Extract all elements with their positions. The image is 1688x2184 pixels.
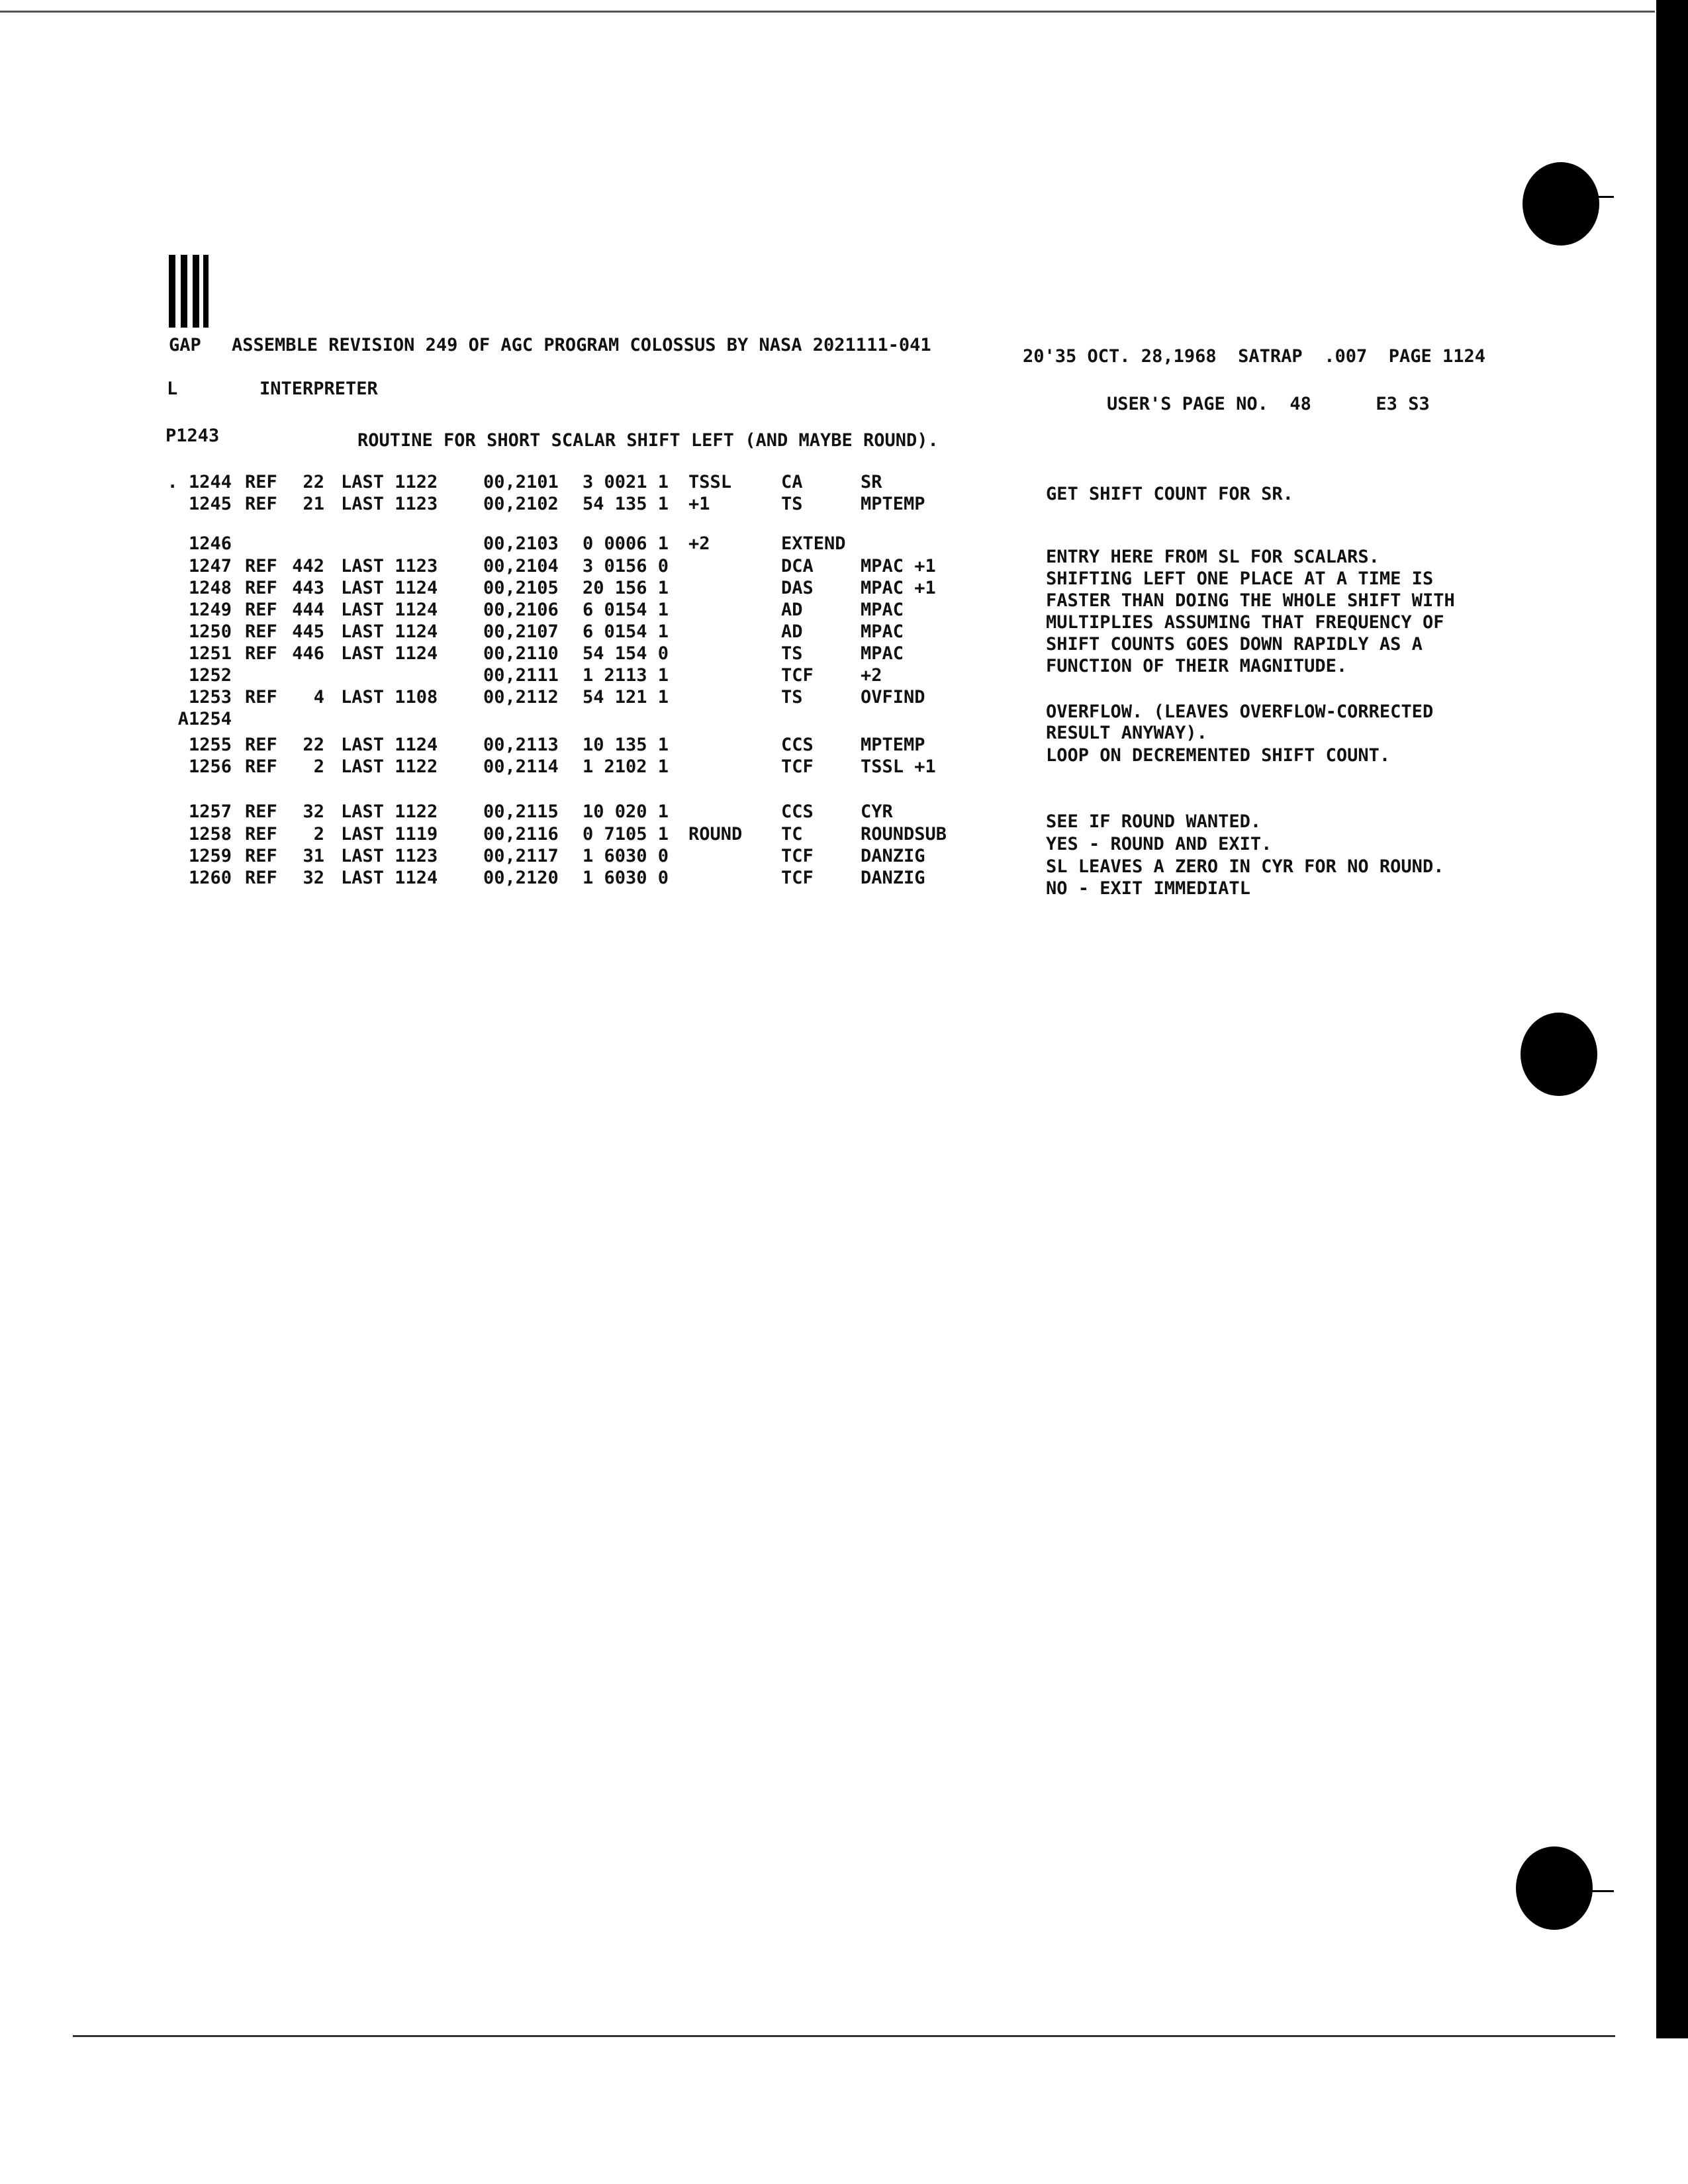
- comment-line: YES - ROUND AND EXIT.: [1046, 834, 1272, 854]
- table-row: [159, 601, 1019, 623]
- comment-line: LOOP ON DECREMENTED SHIFT COUNT.: [1046, 745, 1391, 766]
- operand: ROUNDSUB: [861, 824, 947, 844]
- last-ref: LAST 1122: [341, 472, 438, 492]
- table-row: [159, 736, 1019, 758]
- table-row: [159, 803, 1019, 825]
- object-code: 54 121 1: [583, 687, 669, 707]
- object-code: 10 020 1: [583, 801, 669, 822]
- line-number: 1259: [188, 846, 232, 866]
- ref-count: 32: [303, 868, 324, 888]
- ref-marker: REF: [245, 687, 277, 707]
- last-ref: LAST 1123: [341, 846, 438, 866]
- table-row: [159, 869, 1019, 891]
- comment-line: ENTRY HERE FROM SL FOR SCALARS.: [1046, 547, 1380, 567]
- comment-line: MULTIPLIES ASSUMING THAT FREQUENCY OF: [1046, 612, 1444, 633]
- opcode: TCF: [781, 756, 814, 777]
- line-number: 1256: [188, 756, 232, 777]
- hole-tick-mark: [1597, 196, 1614, 198]
- opcode: AD: [781, 600, 803, 620]
- last-ref: LAST 1124: [341, 600, 438, 620]
- ref-marker: REF: [245, 472, 277, 492]
- opcode: TCF: [781, 868, 814, 888]
- operand: TSSL +1: [861, 756, 936, 777]
- address: 00,2106: [483, 600, 559, 620]
- table-row: [159, 688, 1019, 710]
- object-code: 0 0006 1: [583, 533, 669, 554]
- address: 00,2120: [483, 868, 559, 888]
- users-page-no: 48: [1289, 394, 1311, 414]
- ref-count: 21: [303, 494, 324, 514]
- ref-marker: REF: [245, 600, 277, 620]
- ref-count: 444: [292, 600, 324, 620]
- binder-hole-icon: [1523, 162, 1599, 246]
- table-row: [159, 557, 1019, 579]
- last-ref: LAST 1122: [341, 801, 438, 822]
- table-row: [159, 758, 1019, 780]
- label: ROUND: [688, 824, 743, 844]
- ref-count: 2: [313, 756, 324, 777]
- comment-line: FASTER THAN DOING THE WHOLE SHIFT WITH: [1046, 590, 1455, 611]
- top-edge-line: [0, 11, 1655, 13]
- opcode: AD: [781, 621, 803, 642]
- comment-line: RESULT ANYWAY).: [1046, 723, 1207, 743]
- object-code: 6 0154 1: [583, 621, 669, 642]
- opcode: DAS: [781, 578, 814, 598]
- operand: MPAC: [861, 643, 904, 664]
- line-number: 1248: [188, 578, 232, 598]
- users-page-label: USER'S PAGE NO.: [1107, 394, 1268, 414]
- address: 00,2110: [483, 643, 559, 664]
- line-number: 1260: [188, 868, 232, 888]
- operand: OVFIND: [861, 687, 925, 707]
- last-ref: LAST 1123: [341, 556, 438, 576]
- object-code: 10 135 1: [583, 735, 669, 755]
- address: 00,2116: [483, 824, 559, 844]
- line-number: 1252: [188, 665, 232, 686]
- line-number: . 1244: [167, 472, 232, 492]
- ref-marker: REF: [245, 824, 277, 844]
- section-name: INTERPRETER: [259, 379, 378, 399]
- opcode: CCS: [781, 735, 814, 755]
- ref-count: 443: [292, 578, 324, 598]
- bottom-edge-line: [73, 2035, 1615, 2037]
- last-ref: LAST 1124: [341, 735, 438, 755]
- ref-count: 445: [292, 621, 324, 642]
- operand: SR: [861, 472, 882, 492]
- comment-line: FUNCTION OF THEIR MAGNITUDE.: [1046, 656, 1348, 676]
- operand: MPTEMP: [861, 494, 925, 514]
- users-page: [1107, 395, 1430, 413]
- object-code: 54 154 0: [583, 643, 669, 664]
- operand: +2: [861, 665, 882, 686]
- address: 00,2117: [483, 846, 559, 866]
- opcode: EXTEND: [781, 533, 846, 554]
- ref-marker: REF: [245, 735, 277, 755]
- table-row: [159, 495, 1019, 517]
- address: 00,2115: [483, 801, 559, 822]
- operand: MPAC +1: [861, 578, 936, 598]
- operand: DANZIG: [861, 846, 925, 866]
- ref-marker: REF: [245, 494, 277, 514]
- line-number: 1250: [188, 621, 232, 642]
- opcode: TS: [781, 494, 803, 514]
- address: 00,2103: [483, 533, 559, 554]
- table-row: [159, 825, 1019, 847]
- last-ref: LAST 1122: [341, 756, 438, 777]
- ref-count: 2: [313, 824, 324, 844]
- table-row: [159, 623, 1019, 645]
- line-number: 1253: [188, 687, 232, 707]
- header-tool: SATRAP: [1238, 346, 1303, 367]
- ref-count: 32: [303, 801, 324, 822]
- header-meta: [1023, 347, 1485, 365]
- ref-marker: REF: [245, 846, 277, 866]
- last-ref: LAST 1123: [341, 494, 438, 514]
- object-code: 1 2102 1: [583, 756, 669, 777]
- ref-marker: REF: [245, 756, 277, 777]
- opcode: TC: [781, 824, 803, 844]
- header-mark: GAP: [169, 335, 201, 355]
- operand: DANZIG: [861, 868, 925, 888]
- opcode: TCF: [781, 846, 814, 866]
- line-number: A1254: [177, 709, 232, 729]
- address: 00,2112: [483, 687, 559, 707]
- comment-line: SHIFT COUNTS GOES DOWN RAPIDLY AS A: [1046, 634, 1423, 655]
- table-row: [159, 710, 1019, 732]
- table-row: [159, 535, 1019, 557]
- address: 00,2101: [483, 472, 559, 492]
- ref-marker: REF: [245, 578, 277, 598]
- address: 00,2113: [483, 735, 559, 755]
- binder-hole-icon: [1516, 1846, 1593, 1930]
- ref-count: 4: [313, 687, 324, 707]
- label: +2: [688, 533, 710, 554]
- ref-marker: REF: [245, 556, 277, 576]
- last-ref: LAST 1124: [341, 868, 438, 888]
- table-row: [159, 579, 1019, 601]
- opcode: CA: [781, 472, 803, 492]
- object-code: 1 6030 0: [583, 846, 669, 866]
- table-row: [159, 847, 1019, 869]
- line-number: 1246: [188, 533, 232, 554]
- line-number: 1249: [188, 600, 232, 620]
- address: 00,2107: [483, 621, 559, 642]
- address: 00,2111: [483, 665, 559, 686]
- opcode: TS: [781, 643, 803, 664]
- ref-count: 446: [292, 643, 324, 664]
- last-ref: LAST 1124: [341, 621, 438, 642]
- line-number: 1247: [188, 556, 232, 576]
- object-code: 1 2113 1: [583, 665, 669, 686]
- object-code: 54 135 1: [583, 494, 669, 514]
- comment-line: SHIFTING LEFT ONE PLACE AT A TIME IS: [1046, 569, 1434, 589]
- header-page: PAGE 1124: [1388, 346, 1486, 367]
- operand: MPTEMP: [861, 735, 925, 755]
- comment-line: OVERFLOW. (LEAVES OVERFLOW-CORRECTED: [1046, 702, 1434, 722]
- ref-marker: REF: [245, 643, 277, 664]
- header-version: .007: [1324, 346, 1368, 367]
- address: 00,2114: [483, 756, 559, 777]
- operand: CYR: [861, 801, 893, 822]
- object-code: 20 156 1: [583, 578, 669, 598]
- label: TSSL: [688, 472, 732, 492]
- opcode: TS: [781, 687, 803, 707]
- last-ref: LAST 1124: [341, 643, 438, 664]
- routine-seq: P1243: [165, 426, 220, 446]
- header-title: ASSEMBLE REVISION 249 OF AGC PROGRAM COLOSSUS BY NASA 2021111-041: [232, 335, 931, 355]
- opcode: DCA: [781, 556, 814, 576]
- line-number: 1245: [188, 494, 232, 514]
- label: +1: [688, 494, 710, 514]
- line-number: 1257: [188, 801, 232, 822]
- comment-line: SEE IF ROUND WANTED.: [1046, 811, 1262, 832]
- operand: MPAC: [861, 600, 904, 620]
- address: 00,2104: [483, 556, 559, 576]
- line-number: 1258: [188, 824, 232, 844]
- routine-title: ROUTINE FOR SHORT SCALAR SHIFT LEFT (AND MAYBE ROUND).: [357, 430, 939, 451]
- last-ref: LAST 1108: [341, 687, 438, 707]
- ref-count: 442: [292, 556, 324, 576]
- table-row: [159, 666, 1019, 688]
- table-row: [159, 473, 1019, 495]
- object-code: 1 6030 0: [583, 868, 669, 888]
- object-code: 0 7105 1: [583, 824, 669, 844]
- opcode: CCS: [781, 801, 814, 822]
- comment-line: GET SHIFT COUNT FOR SR.: [1046, 484, 1293, 504]
- line-number: 1255: [188, 735, 232, 755]
- ref-count: 22: [303, 472, 324, 492]
- object-code: 6 0154 1: [583, 600, 669, 620]
- table-row: [159, 645, 1019, 666]
- ref-marker: REF: [245, 801, 277, 822]
- ref-marker: REF: [245, 868, 277, 888]
- header-datetime: 20'35 OCT. 28,1968: [1023, 346, 1217, 367]
- hole-tick-mark: [1591, 1890, 1614, 1892]
- last-ref: LAST 1119: [341, 824, 438, 844]
- section-flag: L: [167, 379, 178, 399]
- ref-count: 31: [303, 846, 324, 866]
- scan-edge-strip: [1656, 0, 1688, 2038]
- comment-line: NO - EXIT IMMEDIATL: [1046, 878, 1250, 899]
- comment-line: SL LEAVES A ZERO IN CYR FOR NO ROUND.: [1046, 856, 1444, 877]
- address: 00,2102: [483, 494, 559, 514]
- ref-marker: REF: [245, 621, 277, 642]
- users-page-code: E3 S3: [1376, 394, 1430, 414]
- operand: MPAC: [861, 621, 904, 642]
- opcode: TCF: [781, 665, 814, 686]
- barcode-mark-icon: [169, 255, 210, 328]
- ref-count: 22: [303, 735, 324, 755]
- line-number: 1251: [188, 643, 232, 664]
- last-ref: LAST 1124: [341, 578, 438, 598]
- object-code: 3 0156 0: [583, 556, 669, 576]
- address: 00,2105: [483, 578, 559, 598]
- object-code: 3 0021 1: [583, 472, 669, 492]
- operand: MPAC +1: [861, 556, 936, 576]
- binder-hole-icon: [1521, 1013, 1597, 1096]
